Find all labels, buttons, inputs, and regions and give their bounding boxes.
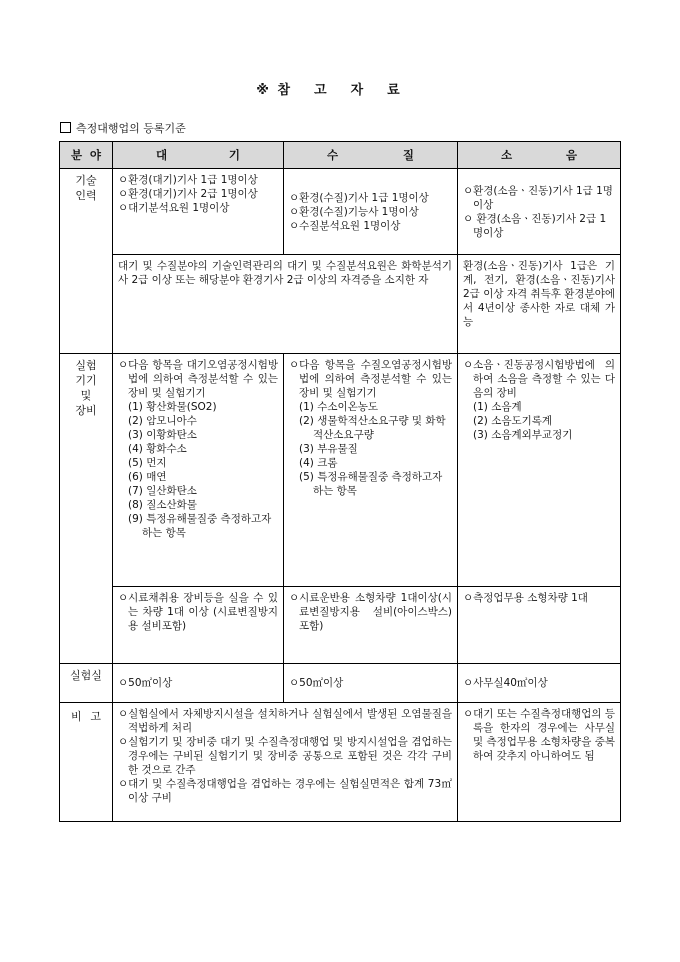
vehicle-row [60, 587, 621, 664]
list-item: (4) 황화수소 [128, 443, 187, 455]
tech-note-air-water: 대기 및 수질분야의 기술인력관리의 대기 및 수질분석요원은 화학분석기사 2급 이상 또는 해당분야 환경기사 2급 이상의 자격증을 소지한 자 [113, 255, 458, 354]
registration-criteria-table [59, 141, 621, 822]
list-item: (3) 이황화탄소 [128, 429, 197, 441]
list-item: (4) 크롬 [299, 457, 338, 469]
list-item: (8) 질소산화물 [128, 499, 197, 511]
lab-noise-cell: ㅇ사무실40㎡이상 [458, 664, 621, 703]
list-item: (1) 황산화물(SO2) [128, 401, 217, 413]
equipment-row [60, 354, 621, 587]
lab-water-cell: ㅇ50㎡이상 [284, 664, 458, 703]
document-title [0, 79, 680, 98]
header-noise: 소 음 [458, 142, 621, 169]
lab-air-cell: ㅇ50㎡이상 [113, 664, 284, 703]
header-field: 분 야 [60, 142, 113, 169]
title-text: 참고자료 [277, 83, 424, 98]
list-item: (5) 특정유해물질중 측정하고자 하는 항목 [299, 471, 443, 497]
tech-staff-label: 기술 인력 [60, 169, 113, 354]
list-item: (3) 소음계외부교정기 [473, 429, 573, 441]
list-item: (7) 일산화탄소 [128, 485, 197, 497]
equipment-water-cell: ㅇ다음 항목을 수질오염공정시험방법에 의하여 측정분석할 수 있는 장비 및 실험기기 (1) 수소이온농도 (2) 생물학적산소요구량 및 화학적산소요구량 (3) 부유물질 (4) 크롬 (5) 특정유해물질중 측정하고자 하는 항목 [284, 354, 458, 587]
section-heading [60, 120, 186, 136]
equipment-noise-cell: ㅇ소음ㆍ진동공정시험방법에 의하여 소음을 측정할 수 있는 다음의 장비 (1) 소음계 (2) 소음도기록계 (3) 소음계외부교정기 [458, 354, 621, 587]
list-item: (5) 먼지 [128, 457, 167, 469]
tech-note-row [60, 255, 621, 354]
list-item: (1) 수소이온농도 [299, 401, 379, 413]
tech-air-cell: ㅇ환경(대기)기사 1급 1명이상 ㅇ환경(대기)기사 2급 1명이상 ㅇ대기분석요원 1명이상 [113, 169, 284, 255]
list-item: (6) 매연 [128, 471, 167, 483]
checkbox-square-icon [60, 122, 71, 133]
remarks-row [60, 703, 621, 822]
tech-noise-cell: ㅇ환경(소음ㆍ진동)기사 1급 1명이상 ㅇ 환경(소음ㆍ진동)기사 2급 1명이상 [458, 169, 621, 255]
equipment-label: 실험 기기 및 장비 [60, 354, 113, 664]
tech-note-noise: 환경(소음ㆍ진동)기사 1급은 기계, 전기, 환경(소음ㆍ진동)기사 2급 이상 자격 취득후 환경분야에서 4년이상 종사한 자로 대체 가능 [458, 255, 621, 354]
lab-row [60, 664, 621, 703]
section-heading-text: 측정대행업의 등록기준 [76, 122, 186, 135]
tech-staff-row [60, 169, 621, 255]
lab-label: 실험실 [60, 664, 113, 703]
list-item: (2) 암모니아수 [128, 415, 197, 427]
list-item: (2) 생물학적산소요구량 및 화학적산소요구량 [299, 415, 446, 441]
list-item: (3) 부유물질 [299, 443, 358, 455]
remarks-label: 비 고 [60, 703, 113, 822]
list-item: (1) 소음계 [473, 401, 522, 413]
list-item: (9) 특정유해물질중 측정하고자 하는 항목 [128, 513, 272, 539]
vehicle-water-cell: ㅇ시료운반용 소형차량 1대이상(시료변질방지용 설비(아이스박스)포함) [284, 587, 458, 664]
tech-water-cell: ㅇ환경(수질)기사 1급 1명이상 ㅇ환경(수질)기능사 1명이상 ㅇ수질분석요원 1명이상 [284, 169, 458, 255]
header-water: 수 질 [284, 142, 458, 169]
list-item: (2) 소음도기록계 [473, 415, 553, 427]
vehicle-noise-cell: ㅇ측정업무용 소형차량 1대 [458, 587, 621, 664]
header-air: 대 기 [113, 142, 284, 169]
reference-mark: ※ [256, 83, 269, 98]
vehicle-air-cell: ㅇ시료채취용 장비등을 실을 수 있는 차량 1대 이상 (시료변질방지용 설비포함) [113, 587, 284, 664]
equipment-air-cell: ㅇ다음 항목을 대기오염공정시험방법에 의하여 측정분석할 수 있는 장비 및 실험기기 (1) 황산화물(SO2) (2) 암모니아수 (3) 이황화탄소 (4) 황화수소 (5) 먼지 (6) 매연 (7) 일산화탄소 (8) 질소산화물 (9) 특정유해물질중 측정하고자 하는 항목 [113, 354, 284, 587]
header-row [60, 142, 621, 169]
remarks-air-water-cell: ㅇ실험실에서 자체방지시설을 설치하거나 실험실에서 발생된 오염물질을 적법하게 처리 ㅇ실험기기 및 장비중 대기 및 수질측정대행업 및 방지시설업을 겸업하는 경우에는 구비된 실험기기 및 장비중 공통으로 포함된 것은 각각 구비한 것으로 간주 ㅇ대기 및 수질측정대행업을 겸업하는 경우에는 실험실면적은 합계 73㎡이상 구비 [113, 703, 458, 822]
remarks-noise-cell: ㅇ대기 또는 수질측정대행업의 등록을 한자의 경우에는 사무실 및 측정업무용 소형차량을 중복하여 갖추지 아니하여도 됨 [458, 703, 621, 822]
